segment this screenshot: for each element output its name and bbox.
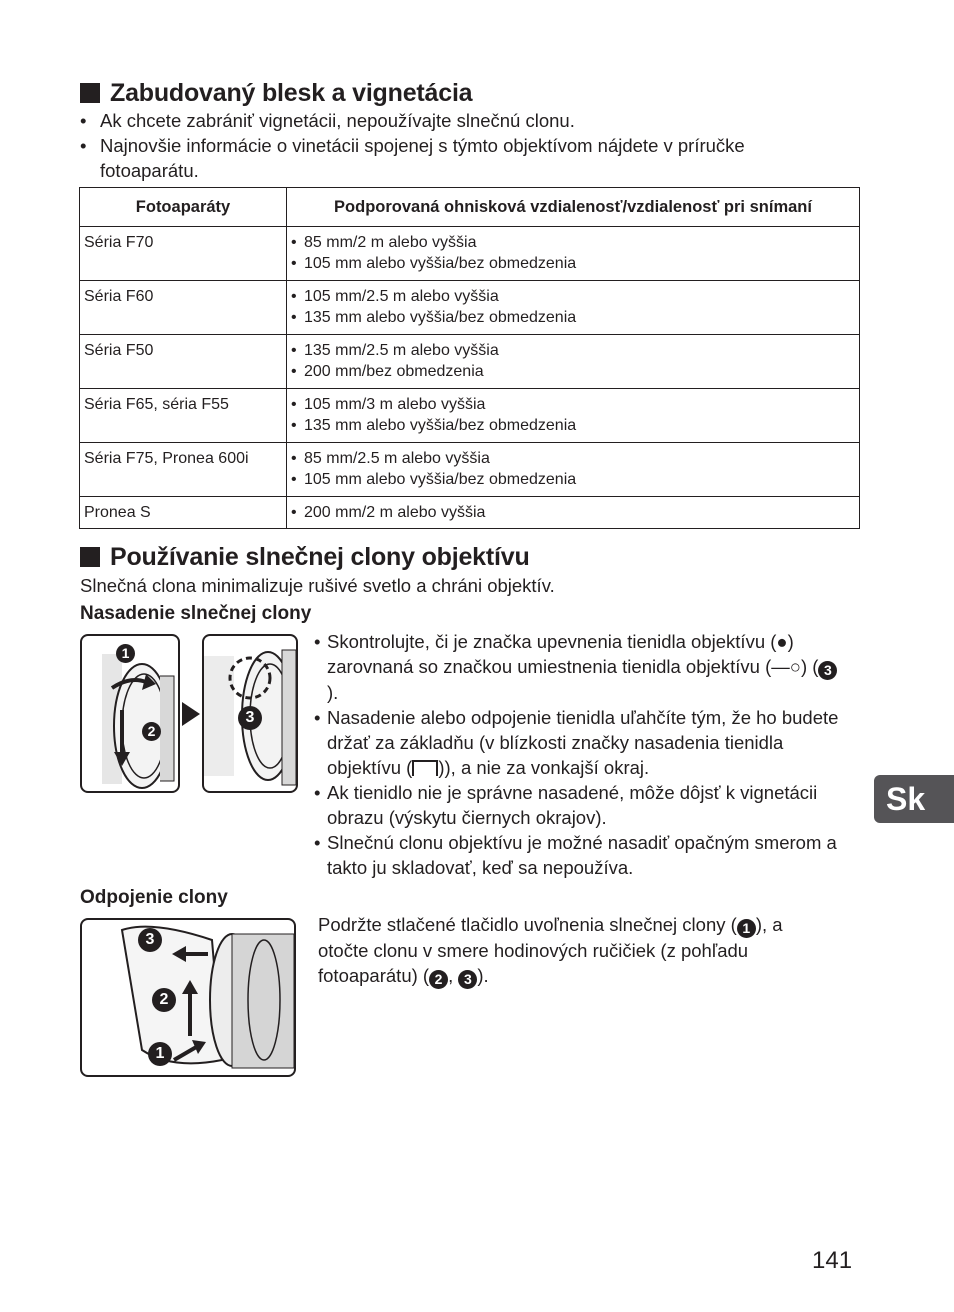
step-2-marker: 2 (142, 722, 161, 741)
focal-cell: • 135 mm/2.5 m alebo vyššia • 200 mm/bez obmedzenia (287, 335, 860, 389)
step-1-marker: 1 (737, 919, 756, 938)
table-row (80, 497, 860, 529)
header-cameras: Fotoaparáty (80, 188, 287, 227)
step-1-marker: 1 (116, 644, 135, 663)
step-3-marker: 3 (238, 706, 262, 730)
camera-cell: Séria F75, Pronea 600i (80, 443, 287, 497)
detach-text: Podržte stlačené tlačidlo uvoľnenia slnečnej clony ( 1 ), a otočte clonu v smere hodinových ručičiek (z pohľadu fotoaparátu) ( 2 , 3 ). (318, 914, 783, 987)
arrow-right-icon (182, 702, 200, 726)
step-3-marker: 3 (458, 970, 477, 989)
camera-cell: Séria F65, séria F55 (80, 389, 287, 443)
bullet-item: • Ak chcete zabrániť vignetácii, nepoužívajte slnečnú clonu. (80, 108, 840, 133)
table-row (80, 227, 860, 281)
compatibility-table (79, 187, 860, 529)
focal-cell: • 105 mm/2.5 m alebo vyššia • 135 mm alebo vyššia/bez obmedzenia (287, 281, 860, 335)
black-square-icon (80, 83, 100, 103)
section-title-flash: Zabudovaný blesk a vignetácia (80, 78, 472, 108)
lens-hood-icon (82, 920, 294, 1075)
step-2-marker: 2 (429, 970, 448, 989)
focal-cell: • 105 mm/3 m alebo vyššia • 135 mm alebo vyššia/bez obmedzenia (287, 389, 860, 443)
step-3-marker: 3 (818, 661, 837, 680)
flash-bullets (80, 108, 840, 183)
table-row (80, 443, 860, 497)
camera-cell: Séria F50 (80, 335, 287, 389)
attach-illustration-alignment (202, 634, 298, 793)
focal-cell: • 85 mm/2.5 m alebo vyššia • 105 mm alebo vyššia/bez obmedzenia (287, 443, 860, 497)
table-row (80, 281, 860, 335)
hood-mount-mark-icon (412, 760, 438, 776)
focal-cell: • 200 mm/2 m alebo vyššia (287, 497, 860, 529)
camera-cell: Séria F60 (80, 281, 287, 335)
camera-cell: Séria F70 (80, 227, 287, 281)
camera-cell: Pronea S (80, 497, 287, 529)
step-2-marker: 2 (152, 988, 176, 1012)
mount-dot-icon: ● (776, 631, 788, 652)
step-3-marker: 3 (138, 928, 162, 952)
attach-illustration-rotate (80, 634, 180, 793)
section-title-hood: Používanie slnečnej clony objektívu (80, 542, 530, 572)
bullet-item: • Slnečnú clonu objektívu je možné nasadiť opačným smerom a takto ju skladovať, keď sa nepoužíva. (314, 830, 844, 880)
table-row (80, 335, 860, 389)
bullet-item: • Nasadenie alebo odpojenie tienidla uľahčíte tým, že ho budete držať za základňu (v blízkosti značky nasadenia tienidla objektívu ( )), a nie za vonkajší okraj. (314, 705, 844, 780)
attach-bullets (314, 629, 844, 880)
bullet-item: • Najnovšie informácie o vinetácii spojenej s týmto objektívom nájdete v príručke fotoaparátu. (80, 133, 840, 183)
black-square-icon (80, 547, 100, 567)
detach-illustration (80, 918, 296, 1077)
detach-heading: Odpojenie clony (80, 887, 228, 908)
table-row (80, 389, 860, 443)
step-1-marker: 1 (148, 1042, 172, 1066)
page-number: 141 (812, 1247, 853, 1274)
table-header-row (80, 188, 860, 227)
attach-heading: Nasadenie slnečnej clony (80, 603, 312, 624)
bullet-item: • Skontrolujte, či je značka upevnenia tienidla objektívu (●) zarovnaná so značkou umiestnenia tienidla objektívu (—○) ( 3). (314, 629, 844, 705)
focal-cell: • 85 mm/2 m alebo vyššia • 105 mm alebo vyššia/bez obmedzenia (287, 227, 860, 281)
hood-intro: Slnečná clona minimalizuje rušivé svetlo a chráni objektív. (80, 575, 555, 596)
bullet-item: • Ak tienidlo nie je správne nasadené, môže dôjsť k vignetácii obrazu (výskytu čiernych okrajov). (314, 780, 844, 830)
header-focal: Podporovaná ohnisková vzdialenosť/vzdialenosť pri snímaní (287, 188, 860, 227)
position-mark-icon: —○ (771, 656, 801, 677)
language-tab: Sk (874, 775, 954, 823)
